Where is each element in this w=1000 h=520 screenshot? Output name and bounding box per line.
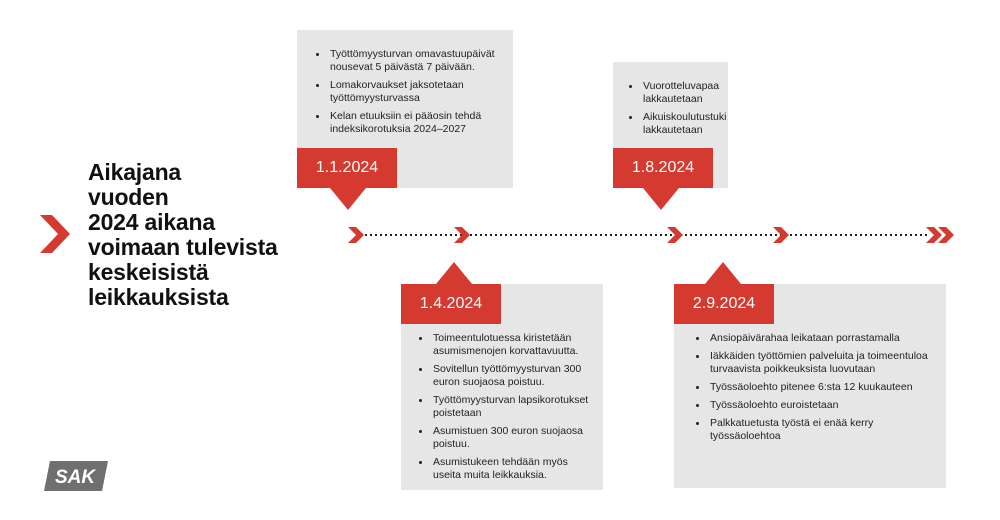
list-item: • Ansiopäivärahaa leikataan porrastamalla <box>708 332 936 345</box>
event-date-tag: 2.9.2024 <box>674 284 774 324</box>
event-pointer <box>330 188 366 210</box>
event-date-tag: 1.4.2024 <box>401 284 501 324</box>
list-item: • Työssäoloehto pitenee 6:sta 12 kuukauteen <box>708 381 936 394</box>
list-item: • Työssäoloehto euroistetaan <box>708 399 936 412</box>
list-item: • Vuorotteluvapaa lakkautetaan <box>641 80 720 106</box>
list-item: • Lomakorvaukset jaksotetaan työttömyysturvassa <box>328 79 501 105</box>
event-list <box>312 48 501 136</box>
page-title: Aikajana vuoden 2024 aikana voimaan tulevista keskeisistä leikkauksista <box>88 159 278 310</box>
event-list <box>692 332 936 443</box>
list-item: • Aikuiskoulutustuki lakkautetaan <box>641 111 720 137</box>
event-list <box>415 332 595 482</box>
list-item: • Palkkatuetusta työstä ei enää kerry työssäoloehtoa <box>708 417 936 443</box>
event-list <box>625 80 727 137</box>
list-item: • Asumistukeen tehdään myös useita muita leikkauksia. <box>431 456 595 482</box>
logo-text: SAK <box>54 467 96 488</box>
list-item: • Toimeentulotuessa kiristetään asumismenojen korvattavuutta. <box>431 332 595 358</box>
event-date-tag: 1.8.2024 <box>613 148 713 188</box>
list-item: • Kelan etuuksiin ei pääosin tehdä indeksikorotuksia 2024–2027 <box>328 110 501 136</box>
event-pointer <box>705 262 741 284</box>
timeline-chevron-icon <box>667 227 683 243</box>
sak-logo <box>44 461 108 491</box>
list-item: • Iäkkäiden työttömien palveluita ja toimeentuloa turvaavista poikkeuksista luovutaan <box>708 350 936 376</box>
list-item: • Sovitellun työttömyysturvan 300 euron suojaosa poistuu. <box>431 363 595 389</box>
event-pointer <box>643 188 679 210</box>
timeline-end-chevron-icon <box>926 227 954 243</box>
event-date-tag: 1.1.2024 <box>297 148 397 188</box>
list-item: • Asumistuen 300 euron suojaosa poistuu. <box>431 425 595 451</box>
list-item: • Työttömyysturvan lapsikorotukset poistetaan <box>431 394 595 420</box>
timeline-chevron-icon <box>348 227 364 243</box>
event-pointer <box>436 262 472 284</box>
list-item: • Työttömyysturvan omavastuupäivät nousevat 5 päivästä 7 päivään. <box>328 48 501 74</box>
